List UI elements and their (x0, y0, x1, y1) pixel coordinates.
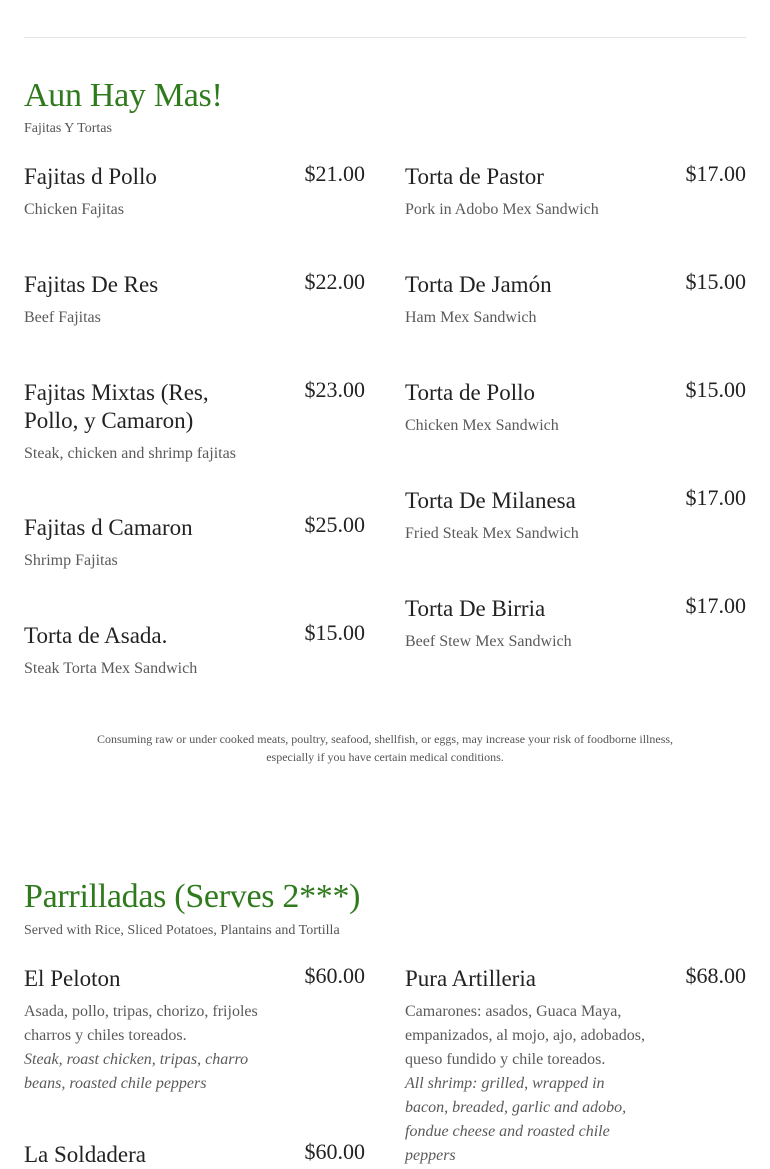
item-price: $60.00 (304, 963, 365, 988)
section-subtitle-parrilladas: Served with Rice, Sliced Potatoes, Plantains and Tortilla (24, 923, 340, 938)
item-price: $25.00 (304, 512, 365, 537)
menu-item[interactable] (24, 622, 365, 681)
food-safety-notice: Consuming raw or under cooked meats, poultry, seafood, shellfish, or eggs, may increase your risk of foodborne illness, especially if you have certain medical conditions. (96, 732, 674, 764)
item-name: Torta De Birria (405, 596, 546, 621)
item-name: La Soldadera (24, 1142, 146, 1167)
item-name: Torta De Jamón (405, 272, 552, 297)
menu-item[interactable] (405, 595, 746, 654)
item-price: $17.00 (685, 161, 746, 186)
item-name: Fajitas De Res (24, 272, 159, 297)
item-name: Torta de Pollo (405, 380, 535, 405)
menu-item[interactable] (24, 1141, 365, 1169)
item-description: Shrimp Fajitas (24, 552, 118, 569)
menu-item[interactable] (24, 514, 365, 573)
item-price: $22.00 (304, 269, 365, 294)
item-name: Torta de Asada. (24, 623, 168, 648)
menu-item[interactable] (405, 487, 746, 546)
menu-item[interactable] (405, 965, 746, 1168)
item-name: El Peloton (24, 966, 121, 991)
menu-item[interactable] (24, 271, 365, 330)
item-price: $15.00 (304, 620, 365, 645)
item-description: Ham Mex Sandwich (405, 309, 537, 326)
item-name: Fajitas d Pollo (24, 164, 157, 189)
item-description: Chicken Fajitas (24, 201, 124, 218)
item-description-english: Steak, roast chicken, tripas, charro beans, roasted chile peppers (24, 1051, 249, 1092)
item-name: Fajitas Mixtas (Res, Pollo, y Camaron) (24, 380, 209, 433)
item-description: Steak Torta Mex Sandwich (24, 660, 198, 677)
item-price: $15.00 (685, 377, 746, 402)
item-description: Chicken Mex Sandwich (405, 417, 559, 434)
top-divider (24, 37, 746, 38)
item-description: Asada, pollo, tripas, chorizo, frijoles charros y chiles toreados. (24, 1003, 258, 1044)
item-description-english: All shrimp: grilled, wrapped in bacon, breaded, garlic and adobo, fondue cheese and roasted chile peppers (405, 1075, 627, 1164)
item-name: Torta De Milanesa (405, 488, 576, 513)
item-price: $17.00 (685, 485, 746, 510)
menu-item[interactable] (24, 379, 365, 466)
item-description: Camarones: asados, Guaca Maya, empanizados, al mojo, ajo, adobados, queso fundido y chile toreados. (405, 1003, 645, 1068)
section-subtitle-fajitas-tortas: Fajitas Y Tortas (24, 121, 112, 136)
menu-item[interactable] (24, 163, 365, 222)
menu-item[interactable] (405, 163, 746, 222)
item-description: Beef Stew Mex Sandwich (405, 633, 572, 650)
menu-item[interactable] (405, 379, 746, 438)
item-price: $21.00 (304, 161, 365, 186)
menu-item[interactable] (24, 965, 365, 1096)
item-name: Torta de Pastor (405, 164, 544, 189)
item-price: $17.00 (685, 593, 746, 618)
item-price: $23.00 (304, 377, 365, 402)
section-title-parrilladas: Parrilladas (Serves 2***) (24, 878, 361, 915)
item-description: Steak, chicken and shrimp fajitas (24, 445, 236, 462)
item-name: Fajitas d Camaron (24, 515, 193, 540)
item-price: $15.00 (685, 269, 746, 294)
item-description: Beef Fajitas (24, 309, 101, 326)
item-price: $68.00 (685, 963, 746, 988)
menu-item[interactable] (405, 271, 746, 330)
section-title-aun-hay-mas: Aun Hay Mas! (24, 77, 223, 114)
item-price: $60.00 (304, 1139, 365, 1164)
item-name: Pura Artilleria (405, 966, 536, 991)
item-description: Pork in Adobo Mex Sandwich (405, 201, 599, 218)
item-description: Fried Steak Mex Sandwich (405, 525, 579, 542)
